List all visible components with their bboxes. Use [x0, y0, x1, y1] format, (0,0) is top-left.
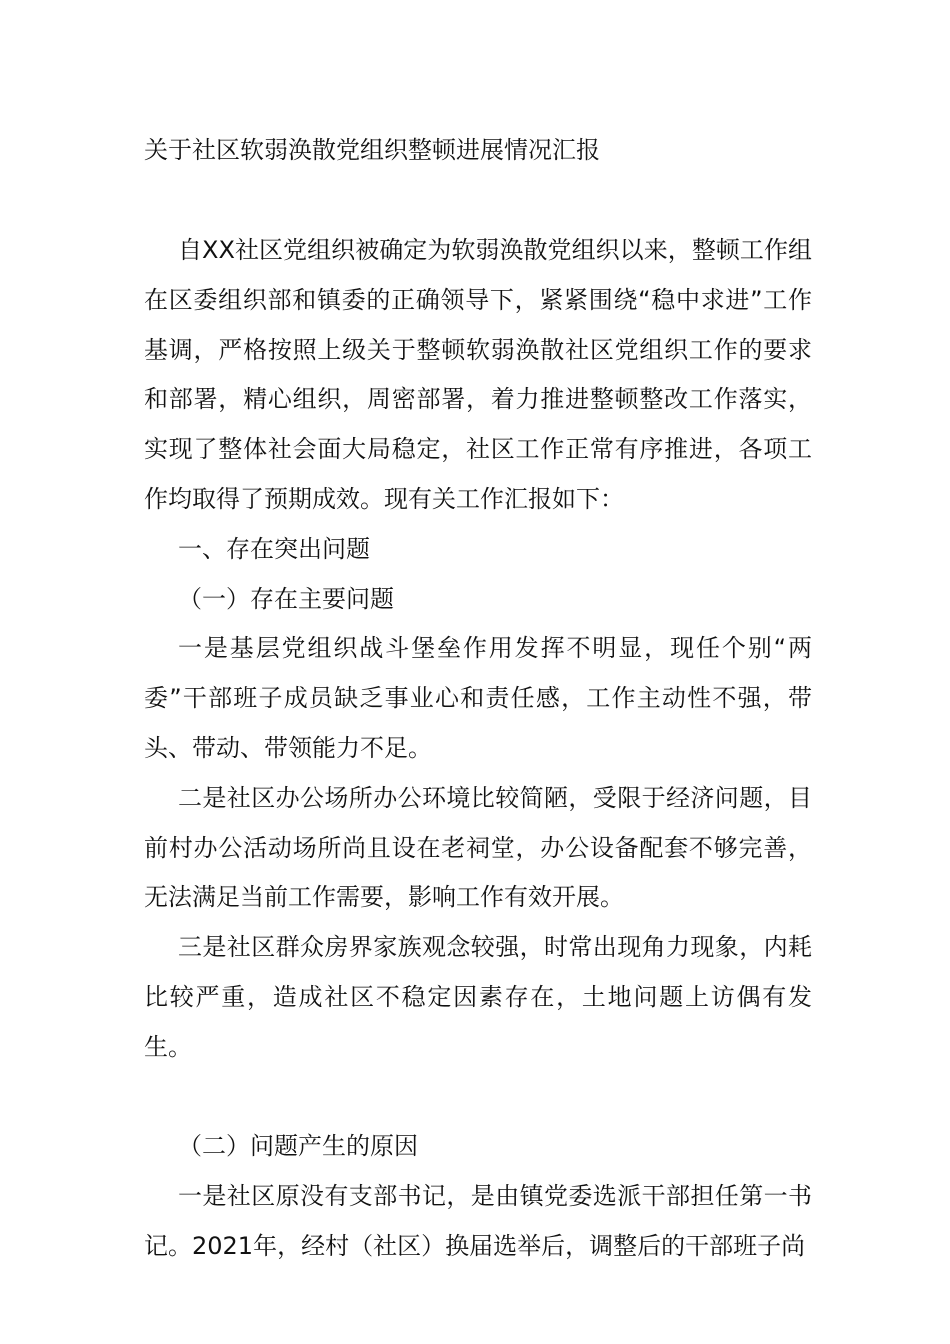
- paragraph-spacer: [144, 1073, 812, 1123]
- document-body: [144, 226, 812, 1272]
- document-title: 关于社区软弱涣散党组织整顿进展情况汇报: [144, 136, 600, 164]
- problem-paragraph-2: 二是社区办公场所办公环境比较简陋，受限于经济问题，目前村办公活动场所尚且设在老祠堂，办公设备配套不够完善，无法满足当前工作需要，影响工作有效开展。: [144, 783, 812, 912]
- cause-paragraph-1: 一是社区原没有支部书记，是由镇党委选派干部担任第一书记。2021年，经村（社区）换届选举后，调整后的干部班子尚: [144, 1182, 812, 1260]
- subsection-heading-causes: （二）问题产生的原因: [178, 1132, 418, 1161]
- problem-paragraph-1: 一是基层党组织战斗堡垒作用发挥不明显，现任个别“两委”干部班子成员缺乏事业心和责任感，工作主动性不强，带头、带动、带领能力不足。: [144, 634, 812, 762]
- subsection-heading-main-problems: （一）存在主要问题: [178, 584, 394, 613]
- intro-paragraph: 自XX社区党组织被确定为软弱涣散党组织以来，整顿工作组在区委组织部和镇委的正确领导下，紧紧围绕“稳中求进”工作基调，严格按照上级关于整顿软弱涣散社区党组织工作的要求和部署，精心组织，周密部署，着力推进整顿整改工作落实，实现了整体社会面大局稳定，社区工作正常有序推进，各项工作均取得了预期成效。现有关工作汇报如下：: [144, 236, 812, 513]
- section-heading-problems: 一、存在突出问题: [178, 534, 370, 563]
- problem-paragraph-3: 三是社区群众房界家族观念较强，时常出现角力现象，内耗比较严重，造成社区不稳定因素存在，土地问题上访偶有发生。: [144, 933, 812, 1061]
